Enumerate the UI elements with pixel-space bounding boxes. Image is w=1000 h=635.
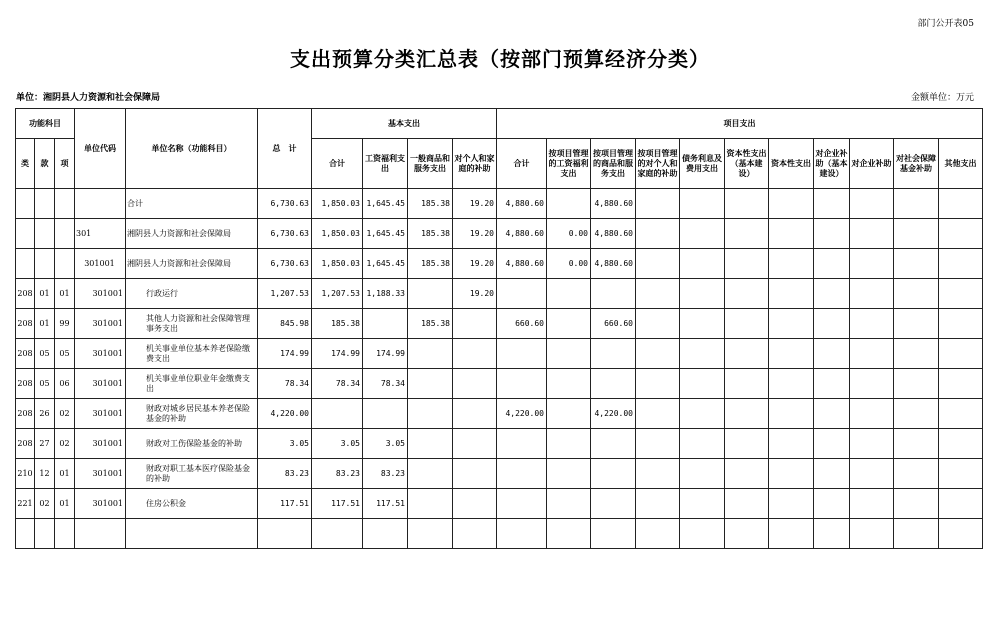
proj-goods-cell xyxy=(591,489,636,519)
proj-personal-cell xyxy=(636,339,680,369)
proj-personal-cell xyxy=(636,219,680,249)
total-cell: 4,220.00 xyxy=(258,399,312,429)
proj-social-cell xyxy=(894,489,939,519)
xiang-cell: 06 xyxy=(55,369,75,399)
proj-capital-cell xyxy=(769,219,814,249)
proj-salary-cell xyxy=(547,399,591,429)
proj-capital-basic-cell xyxy=(725,189,769,219)
kuan-cell xyxy=(35,189,55,219)
lei-cell: 208 xyxy=(16,279,35,309)
table-row xyxy=(16,339,983,369)
empty-cell xyxy=(363,519,408,549)
kuan-cell: 05 xyxy=(35,339,55,369)
header-proj-enterprise-basic: 对企业补助（基本建设） xyxy=(814,139,850,189)
basic-goods-cell: 185.38 xyxy=(408,309,453,339)
table-row xyxy=(16,429,983,459)
unit-name-cell: 其他人力资源和社会保障管理事务支出 xyxy=(126,309,258,339)
table-row xyxy=(16,369,983,399)
proj-personal-cell xyxy=(636,309,680,339)
header-basic-goods: 一般商品和服务支出 xyxy=(408,139,453,189)
kuan-cell: 02 xyxy=(35,489,55,519)
empty-cell xyxy=(680,519,725,549)
page-title: 支出预算分类汇总表（按部门预算经济分类） xyxy=(290,47,710,71)
basic-sum-cell: 174.99 xyxy=(312,339,363,369)
header-xiang: 项 xyxy=(55,139,75,189)
kuan-cell: 05 xyxy=(35,369,55,399)
unit-code-cell: 301001 xyxy=(75,429,126,459)
form-code: 部门公开表05 xyxy=(917,19,974,29)
header-kuan: 款 xyxy=(35,139,55,189)
proj-other-cell xyxy=(939,189,983,219)
xiang-cell: 01 xyxy=(55,279,75,309)
basic-sum-cell: 1,850.03 xyxy=(312,189,363,219)
empty-cell xyxy=(312,519,363,549)
header-unit-name: 单位名称（功能科目） xyxy=(126,109,258,189)
proj-enterprise-cell xyxy=(850,459,894,489)
empty-cell xyxy=(939,519,983,549)
proj-enterprise-cell xyxy=(850,249,894,279)
proj-sum-cell: 4,880.60 xyxy=(497,189,547,219)
proj-capital-cell xyxy=(769,399,814,429)
xiang-cell xyxy=(55,249,75,279)
basic-salary-cell: 1,645.45 xyxy=(363,189,408,219)
basic-personal-cell xyxy=(453,399,497,429)
proj-capital-basic-cell xyxy=(725,459,769,489)
proj-salary-cell xyxy=(547,429,591,459)
basic-personal-cell xyxy=(453,309,497,339)
proj-debt-cell xyxy=(680,189,725,219)
xiang-cell: 99 xyxy=(55,309,75,339)
empty-cell xyxy=(75,519,126,549)
table-row xyxy=(16,399,983,429)
empty-cell xyxy=(16,519,35,549)
proj-capital-basic-cell xyxy=(725,369,769,399)
proj-sum-cell: 4,880.60 xyxy=(497,249,547,279)
basic-salary-cell: 1,188.33 xyxy=(363,279,408,309)
basic-goods-cell xyxy=(408,429,453,459)
empty-cell xyxy=(497,519,547,549)
proj-personal-cell xyxy=(636,399,680,429)
proj-capital-basic-cell xyxy=(725,339,769,369)
header-proj-goods: 按项目管理的商品和服务支出 xyxy=(591,139,636,189)
proj-social-cell xyxy=(894,459,939,489)
proj-enterprise-basic-cell xyxy=(814,249,850,279)
proj-debt-cell xyxy=(680,369,725,399)
proj-other-cell xyxy=(939,339,983,369)
proj-goods-cell: 4,880.60 xyxy=(591,189,636,219)
proj-debt-cell xyxy=(680,429,725,459)
basic-goods-cell xyxy=(408,369,453,399)
proj-personal-cell xyxy=(636,369,680,399)
basic-sum-cell: 1,207.53 xyxy=(312,279,363,309)
xiang-cell xyxy=(55,189,75,219)
empty-cell xyxy=(636,519,680,549)
proj-goods-cell: 4,220.00 xyxy=(591,399,636,429)
proj-sum-cell: 4,880.60 xyxy=(497,219,547,249)
basic-personal-cell xyxy=(453,339,497,369)
proj-capital-cell xyxy=(769,369,814,399)
lei-cell xyxy=(16,249,35,279)
proj-enterprise-cell xyxy=(850,489,894,519)
proj-enterprise-cell xyxy=(850,189,894,219)
header-proj-capital-basic: 资本性支出（基本建设） xyxy=(725,139,769,189)
basic-sum-cell: 1,850.03 xyxy=(312,249,363,279)
empty-cell xyxy=(55,519,75,549)
empty-cell xyxy=(894,519,939,549)
basic-sum-cell: 78.34 xyxy=(312,369,363,399)
unit-label: 单位：湘阴县人力资源和社会保障局 xyxy=(16,93,161,103)
header-proj-sum: 合计 xyxy=(497,139,547,189)
table-body xyxy=(16,189,983,549)
header-proj-capital: 资本性支出 xyxy=(769,139,814,189)
proj-capital-basic-cell xyxy=(725,309,769,339)
basic-sum-cell: 3.05 xyxy=(312,429,363,459)
unit-code-cell: 301001 xyxy=(75,489,126,519)
basic-goods-cell: 185.38 xyxy=(408,189,453,219)
proj-salary-cell xyxy=(547,369,591,399)
basic-personal-cell: 19.20 xyxy=(453,279,497,309)
proj-sum-cell xyxy=(497,339,547,369)
proj-other-cell xyxy=(939,489,983,519)
table-row xyxy=(16,279,983,309)
lei-cell: 210 xyxy=(16,459,35,489)
proj-enterprise-basic-cell xyxy=(814,279,850,309)
unit-code-cell: 301001 xyxy=(75,369,126,399)
proj-enterprise-basic-cell xyxy=(814,459,850,489)
unit-name-cell: 财政对城乡居民基本养老保险基金的补助 xyxy=(126,399,258,429)
basic-salary-cell: 78.34 xyxy=(363,369,408,399)
kuan-cell: 26 xyxy=(35,399,55,429)
basic-personal-cell: 19.20 xyxy=(453,189,497,219)
proj-social-cell xyxy=(894,309,939,339)
proj-social-cell xyxy=(894,429,939,459)
proj-enterprise-basic-cell xyxy=(814,399,850,429)
proj-debt-cell xyxy=(680,399,725,429)
xiang-cell xyxy=(55,219,75,249)
header-proj-other: 其他支出 xyxy=(939,139,983,189)
basic-personal-cell: 19.20 xyxy=(453,219,497,249)
lei-cell: 208 xyxy=(16,369,35,399)
proj-enterprise-basic-cell xyxy=(814,189,850,219)
proj-goods-cell xyxy=(591,279,636,309)
proj-capital-cell xyxy=(769,339,814,369)
header-basic-personal: 对个人和家庭的补助 xyxy=(453,139,497,189)
proj-sum-cell xyxy=(497,489,547,519)
lei-cell: 221 xyxy=(16,489,35,519)
header-total: 总 计 xyxy=(258,109,312,189)
proj-capital-cell xyxy=(769,429,814,459)
proj-debt-cell xyxy=(680,489,725,519)
table-row xyxy=(16,189,983,219)
basic-goods-cell: 185.38 xyxy=(408,219,453,249)
xiang-cell: 01 xyxy=(55,489,75,519)
basic-sum-cell: 117.51 xyxy=(312,489,363,519)
proj-social-cell xyxy=(894,249,939,279)
header-proj-debt: 债务利息及费用支出 xyxy=(680,139,725,189)
kuan-cell: 01 xyxy=(35,309,55,339)
unit-code-cell: 301001 xyxy=(75,309,126,339)
empty-cell xyxy=(258,519,312,549)
kuan-cell xyxy=(35,219,55,249)
proj-enterprise-basic-cell xyxy=(814,489,850,519)
basic-goods-cell: 185.38 xyxy=(408,249,453,279)
basic-goods-cell xyxy=(408,459,453,489)
xiang-cell: 02 xyxy=(55,429,75,459)
total-cell: 78.34 xyxy=(258,369,312,399)
proj-debt-cell xyxy=(680,309,725,339)
proj-capital-cell xyxy=(769,249,814,279)
header-basic-group: 基本支出 xyxy=(312,109,497,139)
proj-other-cell xyxy=(939,309,983,339)
lei-cell xyxy=(16,219,35,249)
table-row xyxy=(16,489,983,519)
proj-goods-cell: 660.60 xyxy=(591,309,636,339)
proj-social-cell xyxy=(894,189,939,219)
proj-capital-basic-cell xyxy=(725,399,769,429)
basic-goods-cell xyxy=(408,489,453,519)
unit-code-cell: 301001 xyxy=(75,399,126,429)
total-cell: 6,730.63 xyxy=(258,249,312,279)
header-proj-salary: 按项目管理的工资福利支出 xyxy=(547,139,591,189)
proj-capital-basic-cell xyxy=(725,429,769,459)
kuan-cell: 12 xyxy=(35,459,55,489)
proj-capital-cell xyxy=(769,279,814,309)
proj-personal-cell xyxy=(636,489,680,519)
basic-sum-cell: 83.23 xyxy=(312,459,363,489)
proj-salary-cell xyxy=(547,309,591,339)
xiang-cell: 01 xyxy=(55,459,75,489)
total-cell: 3.05 xyxy=(258,429,312,459)
unit-name-cell: 机关事业单位基本养老保险缴费支出 xyxy=(126,339,258,369)
basic-goods-cell xyxy=(408,279,453,309)
proj-capital-basic-cell xyxy=(725,219,769,249)
proj-debt-cell xyxy=(680,279,725,309)
basic-sum-cell: 1,850.03 xyxy=(312,219,363,249)
proj-sum-cell: 4,220.00 xyxy=(497,399,547,429)
empty-cell xyxy=(35,519,55,549)
proj-sum-cell xyxy=(497,429,547,459)
header-unit-code: 单位代码 xyxy=(75,109,126,189)
total-cell: 6,730.63 xyxy=(258,219,312,249)
proj-enterprise-cell xyxy=(850,279,894,309)
proj-enterprise-cell xyxy=(850,339,894,369)
proj-personal-cell xyxy=(636,249,680,279)
proj-capital-basic-cell xyxy=(725,279,769,309)
proj-social-cell xyxy=(894,399,939,429)
unit-code-cell: 301001 xyxy=(75,339,126,369)
proj-salary-cell xyxy=(547,489,591,519)
lei-cell: 208 xyxy=(16,399,35,429)
proj-capital-cell xyxy=(769,189,814,219)
basic-personal-cell xyxy=(453,429,497,459)
basic-goods-cell xyxy=(408,399,453,429)
proj-capital-basic-cell xyxy=(725,249,769,279)
kuan-cell: 01 xyxy=(35,279,55,309)
proj-personal-cell xyxy=(636,279,680,309)
proj-salary-cell xyxy=(547,339,591,369)
total-cell: 174.99 xyxy=(258,339,312,369)
proj-social-cell xyxy=(894,369,939,399)
empty-cell xyxy=(814,519,850,549)
basic-salary-cell: 3.05 xyxy=(363,429,408,459)
proj-goods-cell: 4,880.60 xyxy=(591,219,636,249)
proj-goods-cell xyxy=(591,459,636,489)
proj-personal-cell xyxy=(636,189,680,219)
proj-other-cell xyxy=(939,429,983,459)
proj-capital-cell xyxy=(769,309,814,339)
kuan-cell xyxy=(35,249,55,279)
unit-name-cell: 住房公积金 xyxy=(126,489,258,519)
basic-personal-cell xyxy=(453,489,497,519)
unit-name-cell: 财政对工伤保险基金的补助 xyxy=(126,429,258,459)
expenditure-table xyxy=(15,108,983,549)
proj-enterprise-cell xyxy=(850,369,894,399)
proj-salary-cell: 0.00 xyxy=(547,219,591,249)
proj-capital-basic-cell xyxy=(725,489,769,519)
proj-salary-cell xyxy=(547,279,591,309)
unit-name-cell: 财政对职工基本医疗保险基金的补助 xyxy=(126,459,258,489)
basic-salary-cell: 83.23 xyxy=(363,459,408,489)
amount-unit: 金额单位：万元 xyxy=(910,93,974,103)
header-proj-personal: 按项目管理的对个人和家庭的补助 xyxy=(636,139,680,189)
unit-name-cell: 合计 xyxy=(126,189,258,219)
proj-other-cell xyxy=(939,249,983,279)
basic-personal-cell xyxy=(453,369,497,399)
empty-cell xyxy=(850,519,894,549)
proj-goods-cell: 4,880.60 xyxy=(591,249,636,279)
empty-cell xyxy=(453,519,497,549)
empty-cell xyxy=(126,519,258,549)
proj-personal-cell xyxy=(636,429,680,459)
basic-salary-cell: 174.99 xyxy=(363,339,408,369)
xiang-cell: 05 xyxy=(55,339,75,369)
unit-code-cell: 301001 xyxy=(75,459,126,489)
empty-cell xyxy=(591,519,636,549)
proj-sum-cell xyxy=(497,279,547,309)
basic-personal-cell xyxy=(453,459,497,489)
unit-name-cell: 行政运行 xyxy=(126,279,258,309)
table-row-empty xyxy=(16,519,983,549)
proj-goods-cell xyxy=(591,369,636,399)
basic-salary-cell: 117.51 xyxy=(363,489,408,519)
unit-code-cell: 301001 xyxy=(75,279,126,309)
proj-enterprise-basic-cell xyxy=(814,339,850,369)
proj-capital-cell xyxy=(769,489,814,519)
proj-enterprise-basic-cell xyxy=(814,309,850,339)
empty-cell xyxy=(769,519,814,549)
kuan-cell: 27 xyxy=(35,429,55,459)
empty-cell xyxy=(408,519,453,549)
total-cell: 845.98 xyxy=(258,309,312,339)
proj-debt-cell xyxy=(680,219,725,249)
proj-other-cell xyxy=(939,399,983,429)
header-basic-salary: 工资福利支出 xyxy=(363,139,408,189)
unit-name-cell: 湘阴县人力资源和社会保障局 xyxy=(126,249,258,279)
basic-salary-cell xyxy=(363,399,408,429)
proj-other-cell xyxy=(939,219,983,249)
proj-goods-cell xyxy=(591,429,636,459)
proj-sum-cell xyxy=(497,459,547,489)
lei-cell: 208 xyxy=(16,339,35,369)
total-cell: 6,730.63 xyxy=(258,189,312,219)
table-row xyxy=(16,249,983,279)
proj-enterprise-basic-cell xyxy=(814,219,850,249)
basic-salary-cell: 1,645.45 xyxy=(363,219,408,249)
header-proj-enterprise: 对企业补助 xyxy=(850,139,894,189)
xiang-cell: 02 xyxy=(55,399,75,429)
unit-name-cell: 机关事业单位职业年金缴费支出 xyxy=(126,369,258,399)
proj-other-cell xyxy=(939,279,983,309)
proj-personal-cell xyxy=(636,459,680,489)
lei-cell xyxy=(16,189,35,219)
proj-salary-cell: 0.00 xyxy=(547,249,591,279)
lei-cell: 208 xyxy=(16,429,35,459)
proj-debt-cell xyxy=(680,249,725,279)
unit-code-cell: 301 xyxy=(75,219,126,249)
unit-code-cell xyxy=(75,189,126,219)
unit-code-cell: 301001 xyxy=(75,249,126,279)
header-basic-sum: 合计 xyxy=(312,139,363,189)
proj-enterprise-cell xyxy=(850,429,894,459)
proj-salary-cell xyxy=(547,459,591,489)
proj-other-cell xyxy=(939,459,983,489)
proj-enterprise-basic-cell xyxy=(814,369,850,399)
proj-enterprise-basic-cell xyxy=(814,429,850,459)
basic-salary-cell xyxy=(363,309,408,339)
empty-cell xyxy=(547,519,591,549)
basic-salary-cell: 1,645.45 xyxy=(363,249,408,279)
proj-debt-cell xyxy=(680,459,725,489)
proj-enterprise-cell xyxy=(850,219,894,249)
proj-enterprise-cell xyxy=(850,399,894,429)
header-project-group: 项目支出 xyxy=(497,109,983,139)
total-cell: 1,207.53 xyxy=(258,279,312,309)
proj-salary-cell xyxy=(547,189,591,219)
proj-goods-cell xyxy=(591,339,636,369)
header-lei: 类 xyxy=(16,139,35,189)
basic-goods-cell xyxy=(408,339,453,369)
lei-cell: 208 xyxy=(16,309,35,339)
empty-cell xyxy=(725,519,769,549)
table-row xyxy=(16,309,983,339)
basic-personal-cell: 19.20 xyxy=(453,249,497,279)
proj-social-cell xyxy=(894,339,939,369)
table-row xyxy=(16,459,983,489)
basic-sum-cell: 185.38 xyxy=(312,309,363,339)
unit-name-cell: 湘阴县人力资源和社会保障局 xyxy=(126,219,258,249)
total-cell: 83.23 xyxy=(258,459,312,489)
proj-other-cell xyxy=(939,369,983,399)
proj-social-cell xyxy=(894,219,939,249)
header-proj-social: 对社会保障基金补助 xyxy=(894,139,939,189)
proj-sum-cell: 660.60 xyxy=(497,309,547,339)
table-row xyxy=(16,219,983,249)
proj-debt-cell xyxy=(680,339,725,369)
proj-social-cell xyxy=(894,279,939,309)
proj-sum-cell xyxy=(497,369,547,399)
total-cell: 117.51 xyxy=(258,489,312,519)
proj-capital-cell xyxy=(769,459,814,489)
header-subject-group: 功能科目 xyxy=(16,109,75,139)
basic-sum-cell xyxy=(312,399,363,429)
proj-enterprise-cell xyxy=(850,309,894,339)
